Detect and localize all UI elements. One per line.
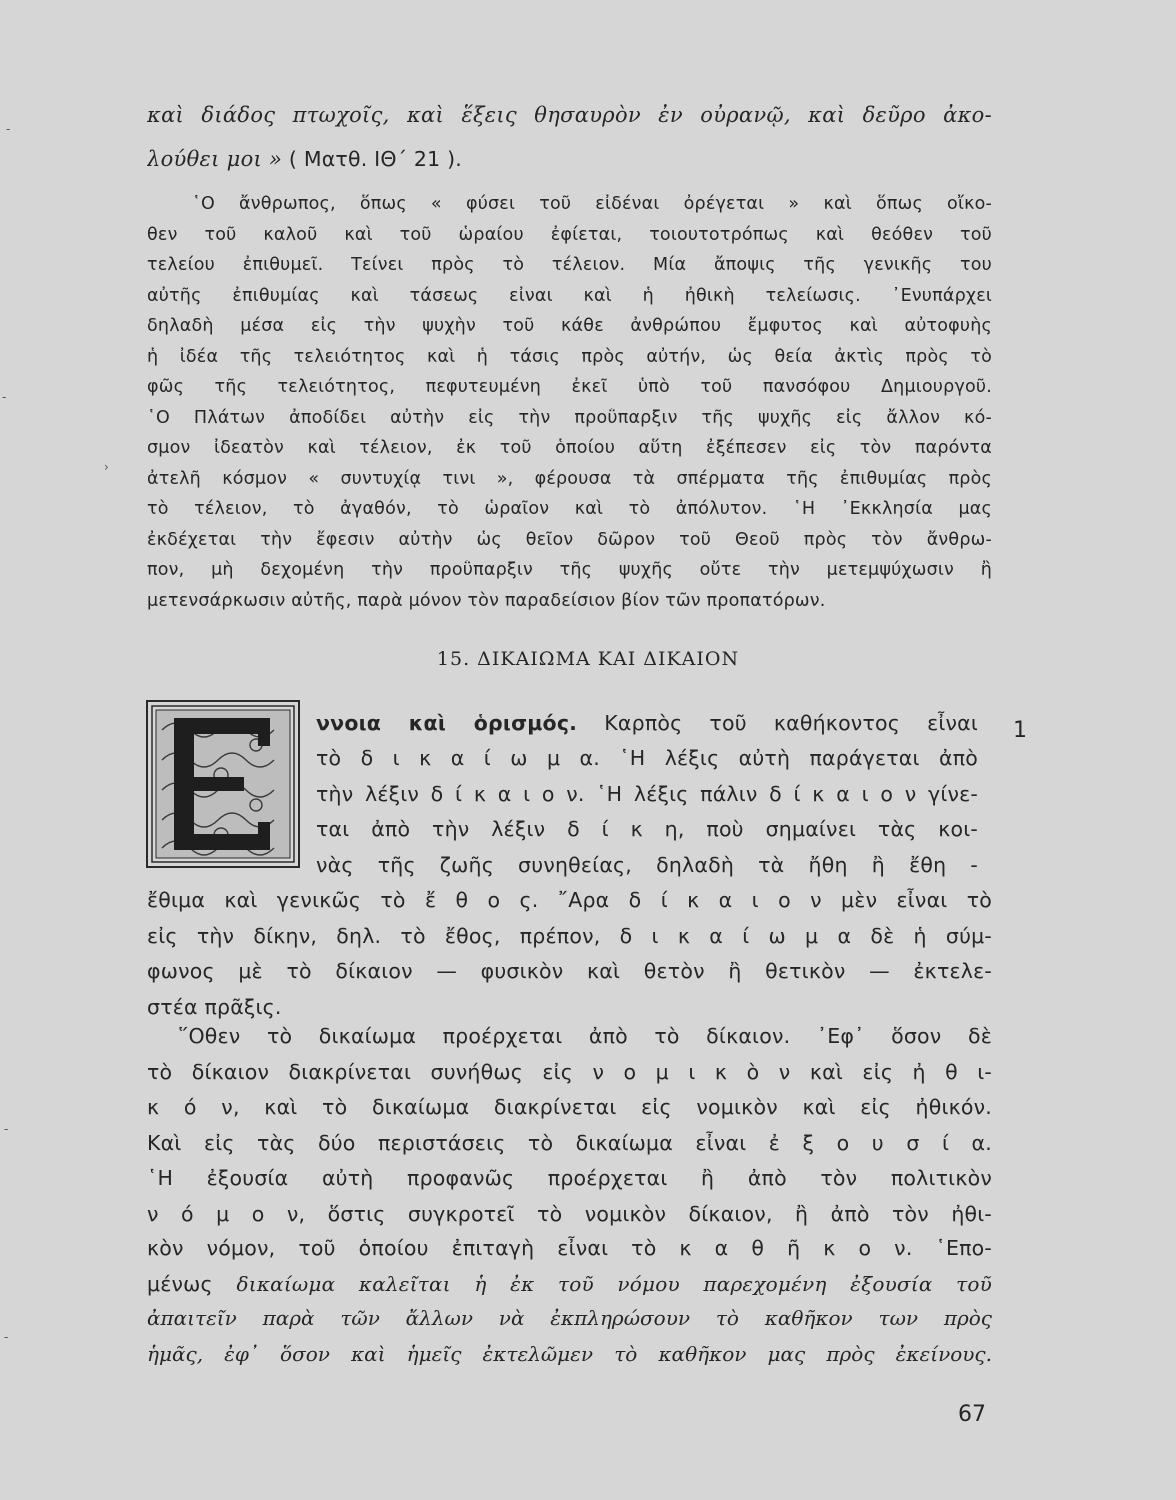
italiclines-line: ἀπαιτεῖν παρὰ τῶν ἄλλων νὰ ἐκπληρώσουν τὸ καθῆκον των πρὸς [147,1306,992,1330]
definition-italic-start: δικαίωμα καλεῖται ἡ ἐκ τοῦ νόμου παρεχομένη ἐξουσία τοῦ [236,1272,992,1296]
para1-line: ἐκδέχεται τὴν ἔφεσιν αὐτὴν ὡς θεῖον δῶρον τοῦ Θεοῦ πρὸς τὸν ἄνθρω- [147,529,992,550]
shortlines-line: τὸ δ ι κ α ί ω μ α. ῾Η λέξις αὐτὴ παράγεται ἀπὸ [316,746,978,770]
intro-line-1: καὶ διάδος πτωχοῖς, καὶ ἕξεις θησαυρὸν ἐν οὐρανῷ, καὶ δεῦρο ἀκο- [147,103,992,127]
para1-line: ἡ ἰδέα τῆς τελειότητος καὶ ἡ τάσις πρὸς αὐτήν, ὡς θεία ἀκτὶς πρὸς τὸ [147,346,992,367]
section-lead-term: ννοια καὶ ὁρισμός. [316,711,578,735]
para1-line: σμον ἰδεατὸν καὶ τέλειον, ἐκ τοῦ ὁποίου αὕτη ἐξέπεσεν εἰς τὸν παρόντα [147,438,992,458]
para1-line: ῾Ο Πλάτων ἀποδίδει αὐτὴν εἰς τὴν προΰπαρξιν τῆς ψυχῆς εἰς ἄλλον κό- [147,407,992,428]
scan-mark: - [4,1330,9,1344]
intro-citation: ( Ματθ. ΙΘ΄ 21 ). [282,147,463,171]
para1-line: πον, μὴ δεχομένη τὴν προΰπαρξιν τῆς ψυχῆς οὔτε τὴν μετεμψύχωσιν ἢ [147,560,992,580]
section-first-line [316,711,978,735]
para1-line: φῶς τῆς τελειότητος, πεφυτευμένη ἐκεῖ ὑπὸ τοῦ πανσόφου Δημιουργοῦ. [147,377,992,397]
scan-mark: › [104,460,109,474]
mixed-line-a: κὸν νόμον, τοῦ ὁποίου ἐπιταγὴ εἶναι τὸ κ α θ ῆ κ ο ν. ῾Επο- [147,1236,992,1260]
fulllines-line: εἰς τὴν δίκην, δηλ. τὸ ἔθος, πρέπον, δ ι κ α ί ω μ α δὲ ἡ σύμ- [147,923,992,948]
para2-line: κ ό ν, καὶ τὸ δικαίωμα διακρίνεται εἰς νομικὸν καὶ εἰς ἠθικόν. [147,1095,992,1119]
mixed-line-b-normal: μένως [147,1272,237,1296]
shortlines-line: ται ἀπὸ τὴν λέξιν δ ί κ η, ποὺ σημαίνει τὰς κοι- [316,817,978,841]
margin-number: 1 [1013,718,1027,743]
fulllines-line: ἔθιμα καὶ γενικῶς τὸ ἔ θ ο ς. ῎Αρα δ ί κ α ι ο ν μὲν εἶναι τὸ [147,888,992,912]
scan-mark: - [4,1122,9,1136]
italiclines-line: ἡμᾶς, ἐφ᾿ ὅσον καὶ ἡμεῖς ἐκτελῶμεν τὸ καθῆκον μας πρὸς ἐκείνους. [147,1341,992,1366]
shortlines-line: τὴν λέξιν δ ί κ α ι ο ν. ῾Η λέξις πάλιν δ ί κ α ι ο ν γίνε- [316,781,978,806]
section-first-rest: Καρπὸς τοῦ καθήκοντος εἶναι [577,711,978,735]
dropcap-letter: E [146,700,147,701]
para2-line: τὸ δίκαιον διακρίνεται συνήθως εἰς ν ο μ ι κ ὸ ν καὶ εἰς ἠ θ ι- [147,1059,992,1084]
para1-line: μετενσάρκωσιν αὐτῆς, παρὰ μόνον τὸν παραδείσιον βίον τῶν προπατόρων. [147,590,826,611]
para2-line: Καὶ εἰς τὰς δύο περιστάσεις τὸ δικαίωμα εἶναι ἐ ξ ο υ σ ί α. [147,1130,992,1155]
page-number: 67 [958,1402,986,1427]
para1-line: τελείου ἐπιθυμεῖ. Τείνει πρὸς τὸ τέλειον. Μία ἄποψις τῆς γενικῆς του [147,255,992,275]
mixed-line-b [147,1272,992,1296]
shortlines-line: νὰς τῆς ζωῆς συνηθείας, δηλαδὴ τὰ ἤθη ἢ ἔθη - [316,852,978,877]
scan-mark: - [6,122,11,136]
fulllines-line: φωνος μὲ τὸ δίκαιον — φυσικὸν καὶ θετὸν ἢ θετικὸν — ἐκτελε- [147,959,992,983]
para1-line: ἀτελῆ κόσμον « συντυχίᾳ τινι », φέρουσα τὰ σπέρματα τῆς ἐπιθυμίας πρὸς [147,468,992,489]
para1-line: θεν τοῦ καλοῦ καὶ τοῦ ὡραίου ἐφίεται, τοιουτοτρόπως καὶ θεόθεν τοῦ [147,224,992,245]
para1-line: δηλαδὴ μέσα εἰς τὴν ψυχὴν τοῦ κάθε ἀνθρώπου ἔμφυτος καὶ αὐτοφυὴς [147,316,992,336]
dropcap-ornament [146,700,300,868]
section-heading: 15. ΔΙΚΑΙΩΜΑ ΚΑΙ ΔΙΚΑΙΟΝ [436,648,740,670]
intro-line-2 [147,147,992,171]
para1-line: τὸ τέλειον, τὸ ἀγαθόν, τὸ ὡραῖον καὶ τὸ ἀπόλυτον. ῾Η ᾿Εκκλησία μας [147,499,992,519]
para2-line: ν ό μ ο ν, ὅστις συγκροτεῖ τὸ νομικὸν δίκαιον, ἢ ἀπὸ τὸν ἠθι- [147,1201,992,1226]
para2-line: ῞Οθεν τὸ δικαίωμα προέρχεται ἀπὸ τὸ δίκαιον. ᾿Εφ᾿ ὅσον δὲ [178,1024,992,1048]
para1-line: αὐτῆς ἐπιθυμίας καὶ τάσεως εἶναι καὶ ἡ ἠθικὴ τελείωσις. ᾿Ενυπάρχει [147,285,992,306]
fulllines-line: στέα πρᾶξις. [147,994,282,1019]
para2-line: ῾Η ἐξουσία αὐτὴ προφανῶς προέρχεται ἢ ἀπὸ τὸν πολιτικὸν [147,1166,992,1190]
scan-mark: - [2,390,7,404]
intro-line-2a: λούθει μοι » [147,147,283,171]
para1-line: ῾Ο ἄνθρωπος, ὅπως « φύσει τοῦ εἰδέναι ὀρέγεται » καὶ ὅπως οἴκο- [192,194,992,214]
